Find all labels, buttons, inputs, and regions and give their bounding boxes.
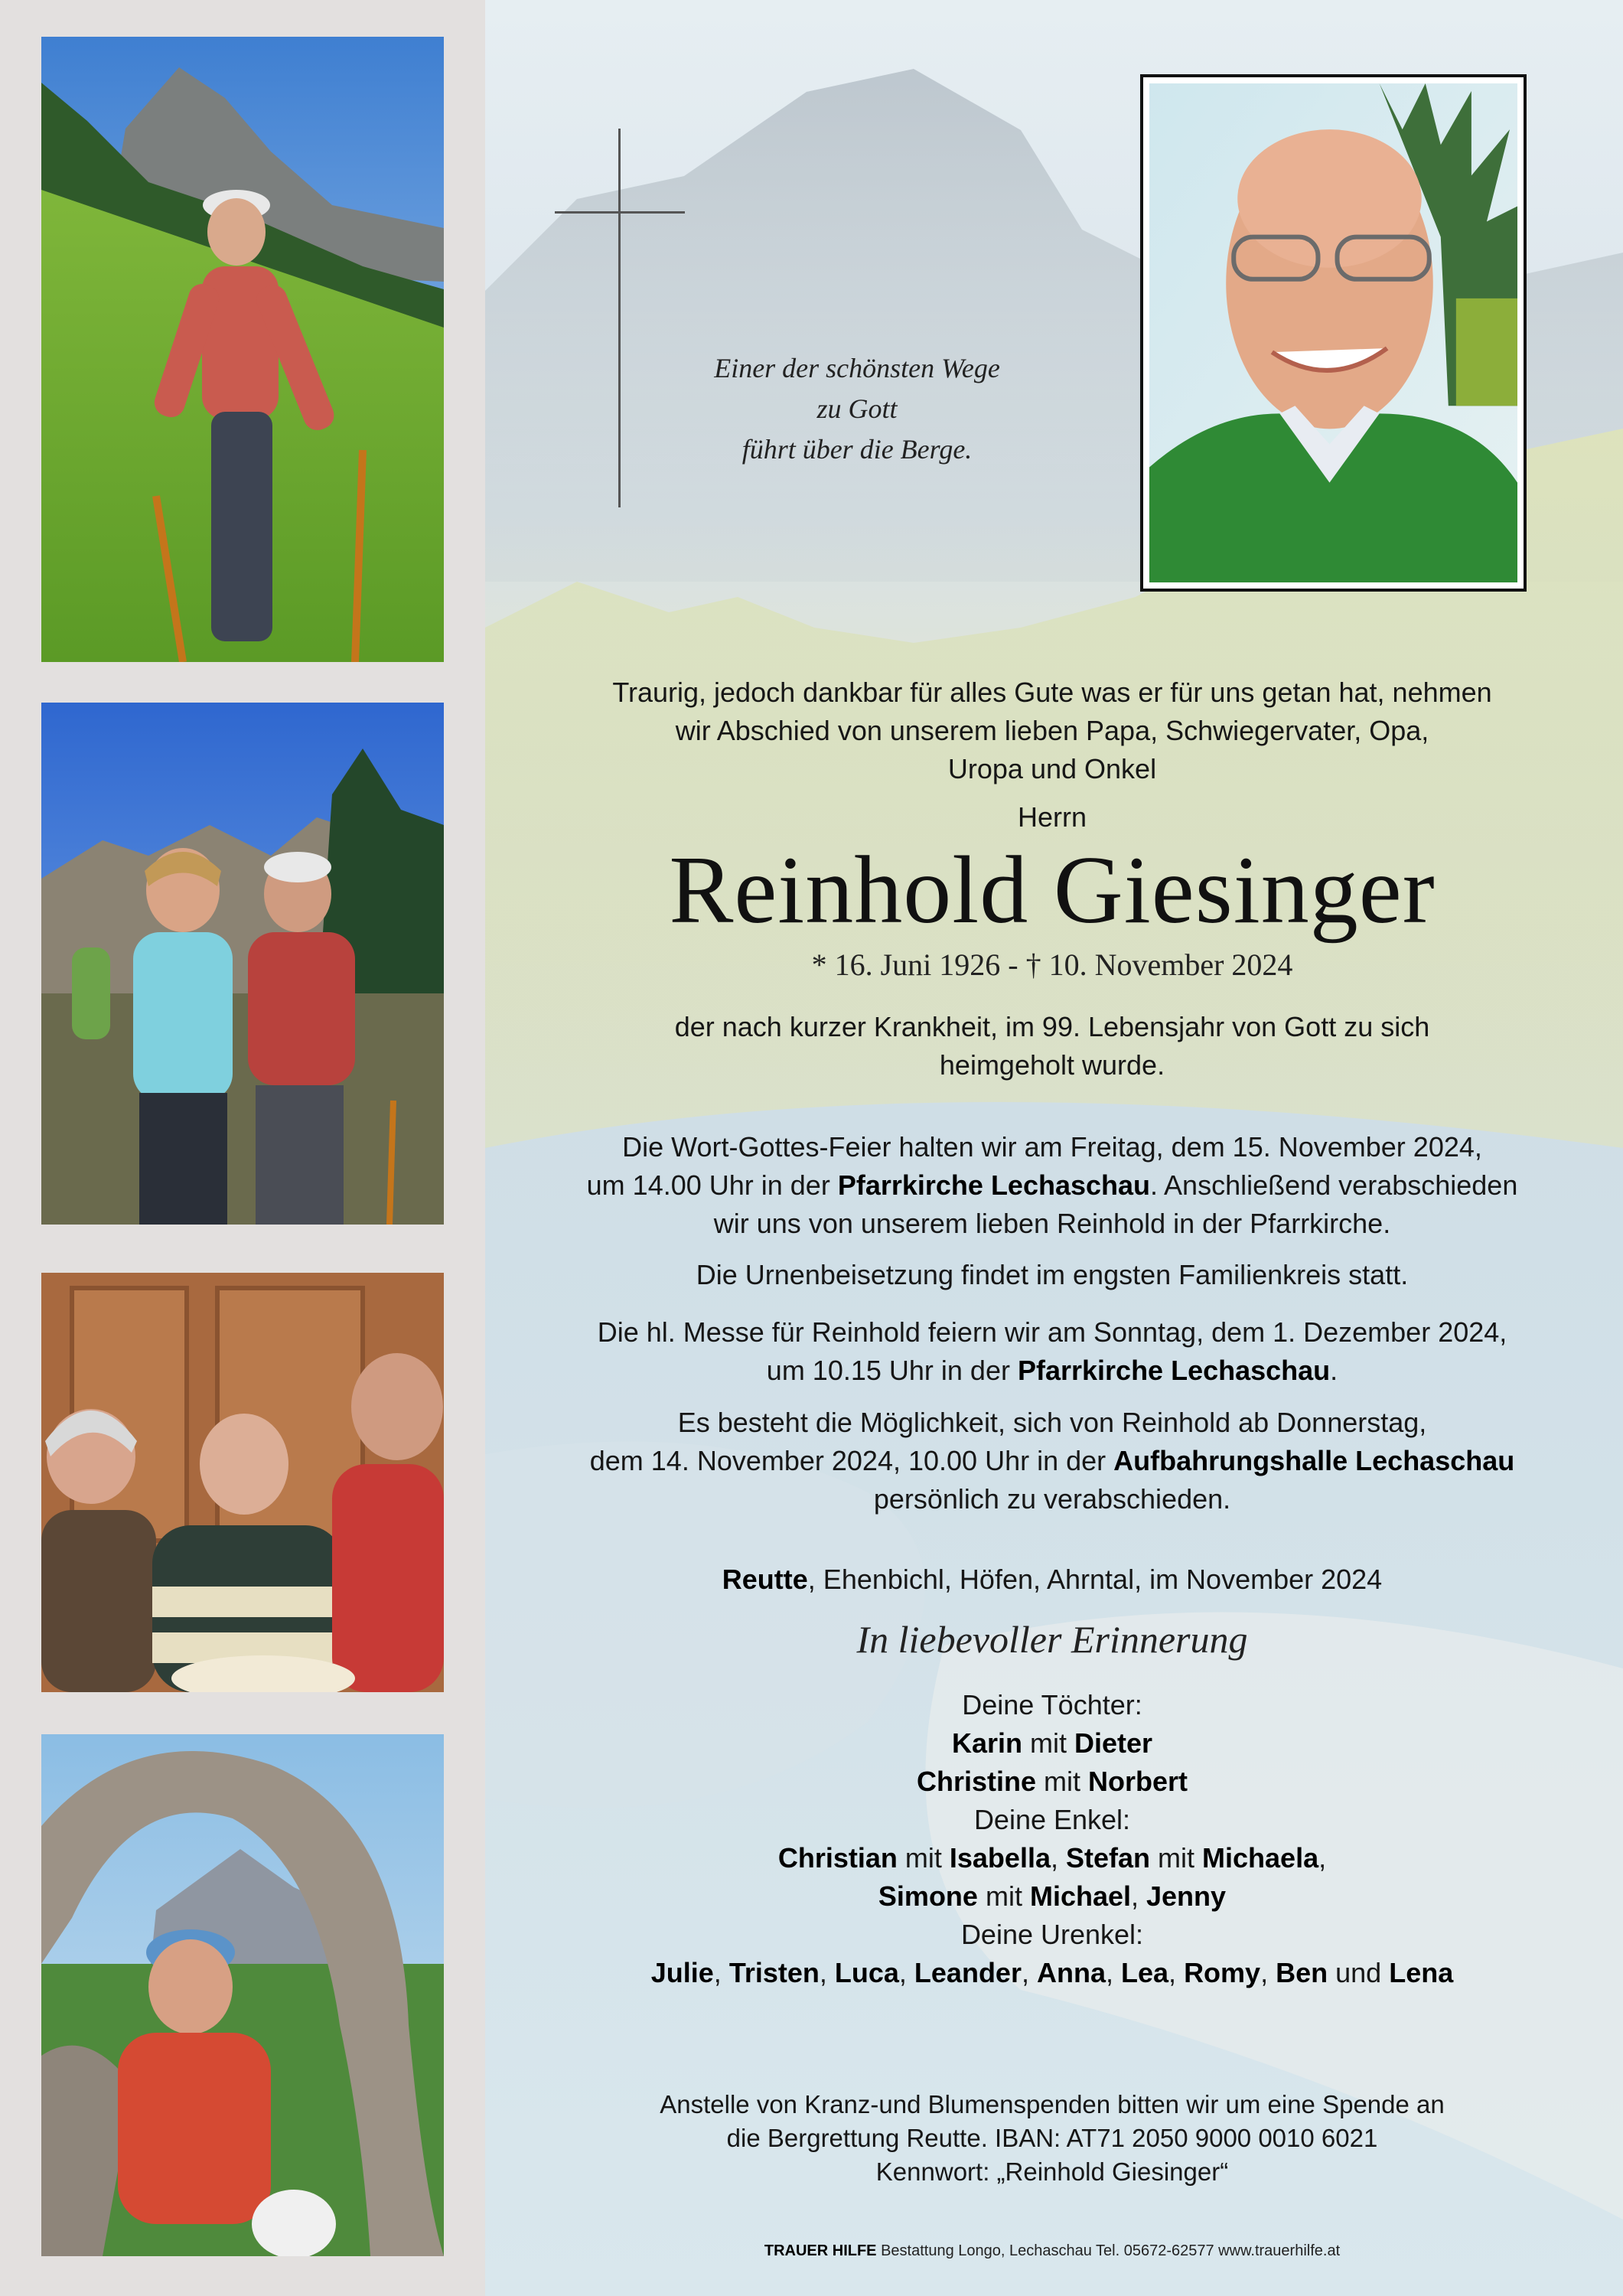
- family-connector: mit: [977, 1880, 1030, 1912]
- photo-couple-mountains: [41, 703, 444, 1225]
- intro-line: Uropa und Onkel: [947, 753, 1157, 784]
- family-connector: ,: [1131, 1880, 1147, 1912]
- family-name: Stefan: [1066, 1842, 1151, 1874]
- viewing-line: Es besteht die Möglichkeit, sich von Reinhold ab Donnerstag,: [677, 1407, 1427, 1438]
- daughter-row: [528, 1763, 1576, 1801]
- family-name: Lena: [1389, 1957, 1454, 1988]
- family-connector: und: [1328, 1957, 1390, 1988]
- family-connector: ,: [898, 1957, 914, 1988]
- viewing-hall: Aufbahrungshalle Lechaschau: [1113, 1445, 1515, 1476]
- service-church: Pfarrkirche Lechaschau: [837, 1169, 1151, 1201]
- motto-line: zu Gott: [816, 393, 898, 424]
- place-town: Reutte: [722, 1564, 808, 1595]
- family-name: Christine: [916, 1766, 1036, 1797]
- family-connector: ,: [713, 1957, 729, 1988]
- photo-strip: [0, 0, 485, 2296]
- photo-driftwood-portrait: [41, 1734, 444, 2256]
- mass-church: Pfarrkirche Lechaschau: [1017, 1355, 1331, 1386]
- family-name: Leander: [914, 1957, 1022, 1988]
- family-name: Karin: [951, 1727, 1022, 1759]
- cross-icon-bar: [555, 211, 685, 214]
- family-connector: mit: [1022, 1727, 1074, 1759]
- family-name: Isabella: [949, 1842, 1051, 1874]
- family-connector: ,: [1168, 1957, 1185, 1988]
- mass-period: .: [1330, 1355, 1338, 1386]
- urn-text: Die Urnenbeisetzung findet im engsten Familienkreis statt.: [696, 1259, 1409, 1290]
- grandchild-row: [528, 1839, 1576, 1877]
- viewing-line: persönlich zu verabschieden.: [873, 1483, 1231, 1515]
- grandchild-row: [528, 1877, 1576, 1916]
- service-line: [528, 1166, 1576, 1205]
- donation-line: Anstelle von Kranz-und Blumenspenden bitten wir um eine Spende an: [660, 2090, 1445, 2118]
- family-connector: mit: [1150, 1842, 1203, 1874]
- family-name: Jenny: [1146, 1880, 1227, 1912]
- family-name: Tristen: [728, 1957, 820, 1988]
- family-name: Anna: [1036, 1957, 1106, 1988]
- footer: [528, 2241, 1576, 2261]
- motto: [673, 348, 1041, 470]
- family-connector: ,: [1021, 1957, 1037, 1988]
- deceased-name: Reinhold Giesinger: [669, 837, 1436, 944]
- great-grandchildren-label: Deine Urenkel:: [960, 1919, 1144, 1950]
- memory-heading: In liebevoller Erinnerung: [856, 1618, 1248, 1661]
- great-grandchild-row: [528, 1954, 1576, 1992]
- service-line: Die Wort-Gottes-Feier halten wir am Freitag, dem 15. November 2024,: [622, 1131, 1482, 1163]
- family-connector: ,: [1260, 1957, 1276, 1988]
- family-name: Michaela: [1202, 1842, 1319, 1874]
- mass-line: Die hl. Messe für Reinhold feiern wir am Sonntag, dem 1. Dezember 2024,: [597, 1316, 1507, 1348]
- donation-line: Kennwort: „Reinhold Giesinger“: [875, 2157, 1229, 2186]
- family-connector: ,: [1105, 1957, 1121, 1988]
- place-rest: , Ehenbichl, Höfen, Ahrntal, im November 2024: [807, 1564, 1383, 1595]
- family-name: Lea: [1121, 1957, 1169, 1988]
- salutation: Herrn: [1017, 801, 1087, 833]
- donation-line: die Bergrettung Reutte. IBAN: AT71 2050 9000 0010 6021: [726, 2124, 1378, 2152]
- family-name: Julie: [650, 1957, 714, 1988]
- intro-text: [528, 673, 1576, 788]
- service-time: um 14.00 Uhr in der: [586, 1169, 838, 1201]
- service-after: . Anschließend verabschieden: [1150, 1169, 1518, 1201]
- portrait-photo: [1140, 74, 1527, 592]
- footer-contact: Bestattung Longo, Lechaschau Tel. 05672-62577 www.trauerhilfe.at: [876, 2242, 1341, 2259]
- photo-family-table: [41, 1273, 444, 1692]
- family-list: [528, 1686, 1576, 1992]
- daughter-row: [528, 1724, 1576, 1763]
- family-connector: mit: [1036, 1766, 1088, 1797]
- family-connector: mit: [897, 1842, 950, 1874]
- family-connector: ,: [1318, 1842, 1327, 1874]
- mass-time: um 10.15 Uhr in der: [766, 1355, 1018, 1386]
- family-name: Christian: [777, 1842, 898, 1874]
- service-text: [528, 1128, 1576, 1243]
- mass-line: [528, 1352, 1576, 1390]
- viewing-time: dem 14. November 2024, 10.00 Uhr in der: [589, 1445, 1114, 1476]
- passing-text: [528, 1008, 1576, 1084]
- viewing-line: [528, 1442, 1576, 1480]
- donation-text: [528, 2088, 1576, 2189]
- cross-icon: [618, 129, 621, 507]
- grandchildren-label: Deine Enkel:: [973, 1804, 1131, 1835]
- family-name: Luca: [834, 1957, 899, 1988]
- mass-text: [528, 1313, 1576, 1390]
- photo-hiker-meadow: [41, 37, 444, 662]
- family-name: Romy: [1184, 1957, 1261, 1988]
- footer-brand: TRAUER HILFE: [764, 2242, 877, 2259]
- family-name: Dieter: [1074, 1727, 1153, 1759]
- passing-line: der nach kurzer Krankheit, im 99. Lebensjahr von Gott zu sich: [674, 1011, 1430, 1042]
- family-name: Norbert: [1088, 1766, 1188, 1797]
- daughters-label: Deine Töchter:: [962, 1689, 1142, 1720]
- motto-line: Einer der schönsten Wege: [714, 353, 1000, 383]
- motto-line: führt über die Berge.: [741, 434, 973, 465]
- family-name: Ben: [1276, 1957, 1328, 1988]
- intro-line: Traurig, jedoch dankbar für alles Gute was er für uns getan hat, nehmen: [612, 677, 1492, 708]
- family-connector: ,: [819, 1957, 835, 1988]
- family-name: Michael: [1029, 1880, 1131, 1912]
- intro-line: wir Abschied von unserem lieben Papa, Schwiegervater, Opa,: [675, 715, 1429, 746]
- service-line: wir uns von unserem lieben Reinhold in der Pfarrkirche.: [713, 1208, 1391, 1239]
- family-name: Simone: [878, 1880, 978, 1912]
- family-connector: ,: [1050, 1842, 1066, 1874]
- passing-line: heimgeholt wurde.: [939, 1049, 1165, 1081]
- life-dates: * 16. Juni 1926 - † 10. November 2024: [811, 947, 1293, 982]
- viewing-text: [528, 1404, 1576, 1518]
- place-date: [528, 1561, 1576, 1599]
